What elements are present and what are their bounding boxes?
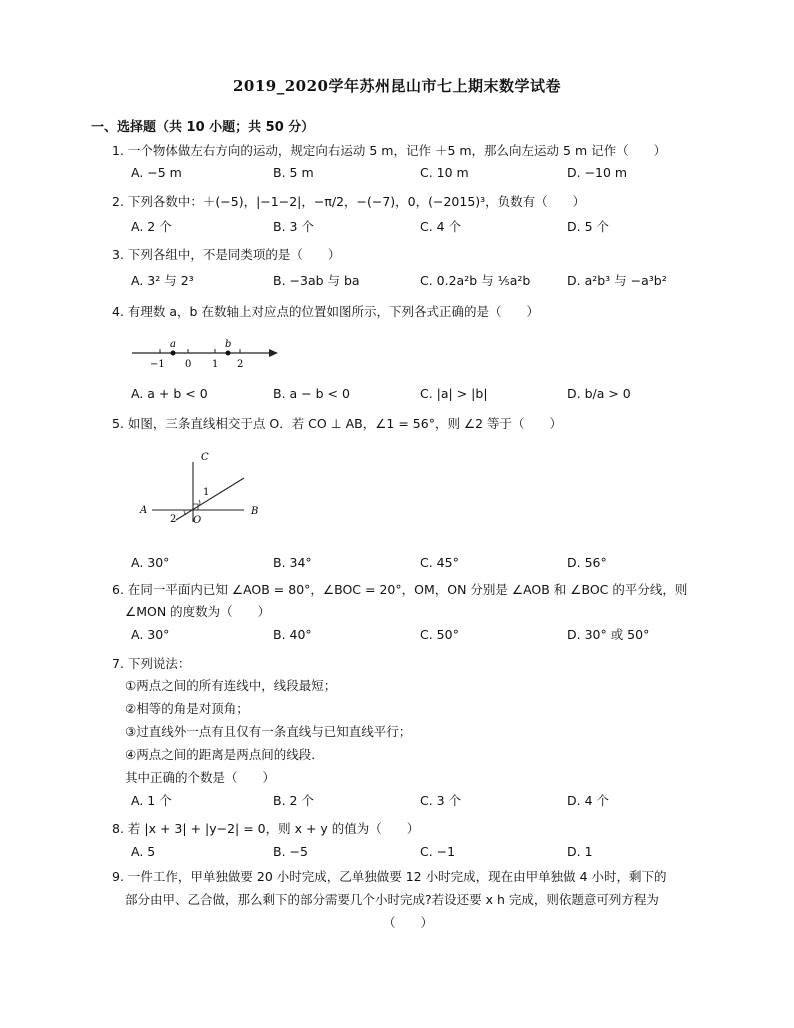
q3-option-b: B. −3ab 与 ba <box>273 273 360 288</box>
number-line-figure <box>128 336 284 372</box>
page-title: 2019_2020学年苏州昆山市七上期末数学试卷 <box>233 77 561 95</box>
tick-1: 1 <box>212 359 219 370</box>
question-6-stem-cont: ∠MON 的度数为（ ） <box>125 604 271 619</box>
q8-option-c: C. −1 <box>420 844 456 859</box>
q5-option-b: B. 34° <box>273 555 312 570</box>
label-B: B <box>251 506 259 517</box>
q4-option-c: C. |a| > |b| <box>420 386 488 401</box>
q7-option-c: C. 3 个 <box>420 793 462 808</box>
q1-option-a: A. −5 m <box>131 165 182 180</box>
q7-option-b: B. 2 个 <box>273 793 314 808</box>
tick-minus-1: −1 <box>150 359 165 370</box>
intersecting-lines-figure <box>132 444 272 534</box>
question-7-item-4: ④两点之间的距离是两点间的线段． <box>125 747 324 762</box>
q6-option-a: A. 30° <box>131 627 170 642</box>
q4-option-b: B. a − b < 0 <box>273 386 350 401</box>
q6-option-b: B. 40° <box>273 627 312 642</box>
q1-option-d: D. −10 m <box>567 165 628 180</box>
q8-option-b: B. −5 <box>273 844 308 859</box>
tick-0: 0 <box>185 359 192 370</box>
question-7-item-3: ③过直线外一点有且仅有一条直线与已知直线平行； <box>125 724 412 739</box>
q8-option-a: A. 5 <box>131 844 156 859</box>
question-9-stem-cont: 部分由甲、乙合做，那么剩下的部分需要几个小时完成?若设还要 x h 完成，则依题意可列方程为 <box>125 892 659 907</box>
q2-option-b: B. 3 个 <box>273 219 314 234</box>
question-8-stem: 8. 若 |x + 3| + |y−2| = 0，则 x + y 的值为（ ） <box>112 821 420 836</box>
question-3-stem: 3. 下列各组中，不是同类项的是（ ） <box>112 247 341 262</box>
question-2-stem: 2. 下列各数中：＋(−5)，|−1−2|，−π/2，−(−7)，0，(−2015)³，负数有（ ） <box>112 194 586 209</box>
question-7-stem: 7. 下列说法： <box>112 656 191 671</box>
q6-option-d: D. 30° 或 50° <box>567 627 650 642</box>
label-O: O <box>193 515 202 526</box>
section-heading: 一、选择题（共 10 小题；共 50 分） <box>91 120 315 135</box>
q5-option-d: D. 56° <box>567 555 607 570</box>
question-6-stem: 6. 在同一平面内已知 ∠AOB = 80°，∠BOC = 20°，OM，ON 分别是 ∠AOB 和 ∠BOC 的平分线，则 <box>112 582 688 597</box>
label-angle-2: 2 <box>170 514 177 525</box>
q5-option-c: C. 45° <box>420 555 459 570</box>
q5-option-a: A. 30° <box>131 555 170 570</box>
q3-option-d: D. a²b³ 与 −a³b² <box>567 273 667 288</box>
tick-2: 2 <box>237 359 244 370</box>
q8-option-d: D. 1 <box>567 844 593 859</box>
q7-option-d: D. 4 个 <box>567 793 609 808</box>
question-1-stem: 1. 一个物体做左右方向的运动，规定向右运动 5 m，记作 ＋5 m，那么向左运动 5 m 记作（ ） <box>112 143 667 158</box>
label-a: a <box>170 339 176 350</box>
question-9-stem: 9. 一件工作，甲单独做要 20 小时完成，乙单独做要 12 小时完成，现在由甲单独做 4 小时，剩下的 <box>112 869 667 884</box>
question-4-stem: 4. 有理数 a，b 在数轴上对应点的位置如图所示，下列各式正确的是（ ） <box>112 304 539 319</box>
q7-option-a: A. 1 个 <box>131 793 172 808</box>
label-A: A <box>140 505 148 516</box>
question-7-prompt: 其中正确的个数是（ ） <box>125 770 276 785</box>
label-b: b <box>225 339 232 350</box>
q4-option-d: D. b/a > 0 <box>567 386 631 401</box>
q2-option-c: C. 4 个 <box>420 219 462 234</box>
q4-option-a: A. a + b < 0 <box>131 386 208 401</box>
question-7-item-1: ①两点之间的所有连线中，线段最短； <box>125 678 337 693</box>
q3-option-c: C. 0.2a²b 与 ⅕a²b <box>420 273 531 288</box>
question-5-stem: 5. 如图，三条直线相交于点 O．若 CO ⊥ AB，∠1 = 56°，则 ∠2 等于（ ） <box>112 416 563 431</box>
q1-option-b: B. 5 m <box>273 165 314 180</box>
q2-option-a: A. 2 个 <box>131 219 172 234</box>
q1-option-c: C. 10 m <box>420 165 469 180</box>
q3-option-a: A. 3² 与 2³ <box>131 273 194 288</box>
question-7-item-2: ②相等的角是对顶角； <box>125 701 249 716</box>
label-angle-1: 1 <box>203 487 210 498</box>
question-9-answer-bracket: （ ） <box>383 915 434 930</box>
q6-option-c: C. 50° <box>420 627 459 642</box>
q2-option-d: D. 5 个 <box>567 219 609 234</box>
label-C: C <box>201 452 209 463</box>
